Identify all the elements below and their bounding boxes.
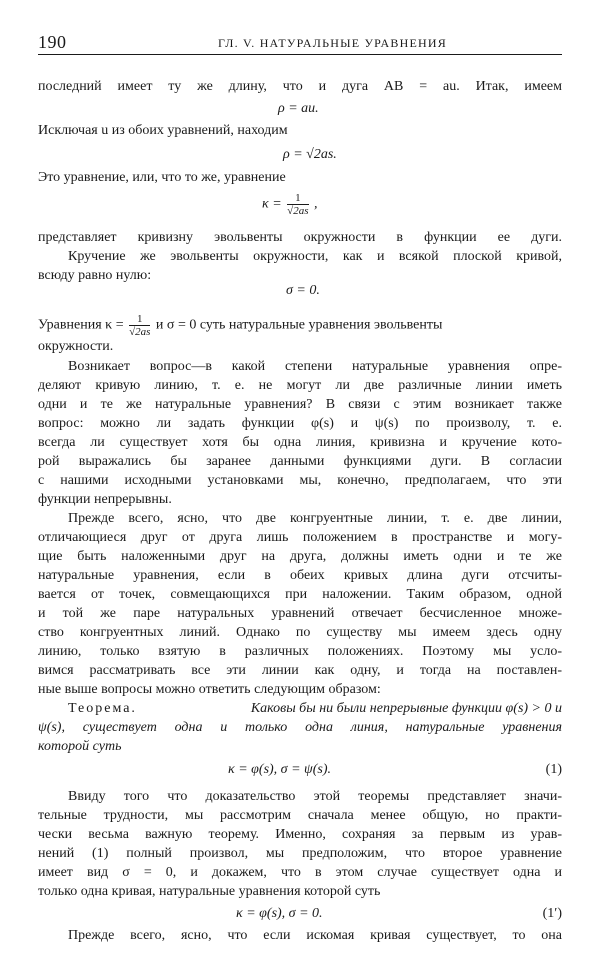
text-line: вопрос: можно ли задать функции φ(s) и ψ(s) по произволу, т. е. [38,416,562,431]
text-line: и той же паре натуральных уравнений отвечает бесчисленное множе- [38,606,562,621]
formula-rho-sqrt: ρ = √2as. [283,147,337,162]
fraction-numerator: 1 [129,313,150,326]
fraction-numerator: 1 [287,192,308,205]
text-line: нений (1) полный произвол, мы предположим, что второе уравнение [38,846,562,861]
text-line: последний имеет ту же длину, что и дуга AB = au. Итак, имеем [38,79,562,94]
formula-rho-au: ρ = au. [278,101,319,116]
text-segment: и σ = 0 суть натуральные уравнения эвольвенты [155,317,443,333]
text-line: с нашими исходными установками мы, конечно, предполагаем, что эти [38,473,562,488]
theorem-line [68,699,562,719]
text-line: всегда ли существует хотя бы одна линия, кривизна и кручение кото- [38,435,562,450]
text-line: Кручение же эвольвенты окружности, как и всякой плоской кривой, [68,249,562,264]
text-line: ство конгруентных линий. Однако по существу мы имеем здесь одну [38,625,562,640]
formula-sigma-zero: σ = 0. [286,283,320,298]
formula-plane-curve: κ = φ(s), σ = 0. [236,906,323,921]
text-line: чески весьма важную теорему. Именно, сохраняя за первым из урав- [38,827,562,842]
formula-kappa [262,192,318,217]
text-line: всюду равно нулю: [38,268,152,283]
page-number: 190 [38,32,67,52]
equation-number: (1′) [542,906,562,921]
text-line: рой выражались бы заранее данными функциями дуги. В согласии [38,454,562,469]
running-title: ГЛ. V. НАТУРАЛЬНЫЕ УРАВНЕНИЯ [218,36,447,50]
text-line: представляет кривизну эвольвенты окружности в функции ее дуги. [38,230,562,245]
text-line: натуральные уравнения, если в обеих кривых длина дуги отсчиты- [38,568,562,583]
text-line: Ввиду того что доказательство этой теоремы представляет значи- [68,789,562,804]
text-line: линию, только взятую в различных положениях. Поэтому мы усло- [38,644,562,659]
text-line: щие быть наложенными друг на друга, должны иметь одни и те же [38,549,562,564]
text-line: функции непрерывны. [38,492,172,507]
text-line: Исключая u из обоих уравнений, находим [38,123,288,138]
theorem-label: Теорема. [68,701,137,716]
fraction [287,192,308,217]
text-line-with-formula [38,313,562,338]
text-line: отличающиеся друг от друга лишь положением в пространстве и могу- [38,530,562,545]
fraction [129,313,150,338]
text-line: только одна кривая, натуральные уравнения которой суть [38,884,381,899]
theorem-text: Каковы бы ни были непрерывные функции φ(s) > 0 и [250,701,562,716]
text-line: окружности. [38,339,114,354]
text-line: одни и те же натуральные уравнения? В связи с этим возникает также [38,397,562,412]
text-line: вимся рассматривать все эти линии как одну, и тогда на поставлен- [38,663,562,678]
formula-kappa-left: κ = [262,196,282,212]
theorem-text-line: которой суть [38,739,122,754]
header-rule [38,54,562,55]
theorem-text-line: ψ(s), существует одна и только одна линия, натуральные уравнения [38,720,562,735]
fraction-denominator: √2as [287,205,309,217]
text-line: деляют кривую линию, т. е. не могут ли две различные линии иметь [38,378,562,393]
text-segment: Уравнения κ = [38,317,124,333]
text-line: Возникает вопрос—в какой степени натуральные уравнения опре- [68,359,562,374]
formula-natural-equations: κ = φ(s), σ = ψ(s). [228,762,332,777]
fraction-denominator: √2as [129,326,151,338]
formula-kappa-comma: , [314,196,318,212]
text-line: тельные трудности, мы рассмотрим сначала менее общую, но практи- [38,808,562,823]
running-header [38,32,562,56]
text-line: Прежде всего, ясно, что если искомая кривая существует, то она [68,928,562,943]
equation-number: (1) [545,762,562,777]
text-line: Прежде всего, ясно, что две конгруентные линии, т. е. две линии, [68,511,562,526]
text-line: вается от точек, совмещающихся при наложении. Таким образом, одной [38,587,562,602]
text-line: ные выше вопросы можно ответить следующим образом: [38,682,381,697]
text-line: Это уравнение, или, что то же, уравнение [38,170,286,185]
text-line: имеет вид σ = 0, и докажем, что в этом случае существует одна и [38,865,562,880]
